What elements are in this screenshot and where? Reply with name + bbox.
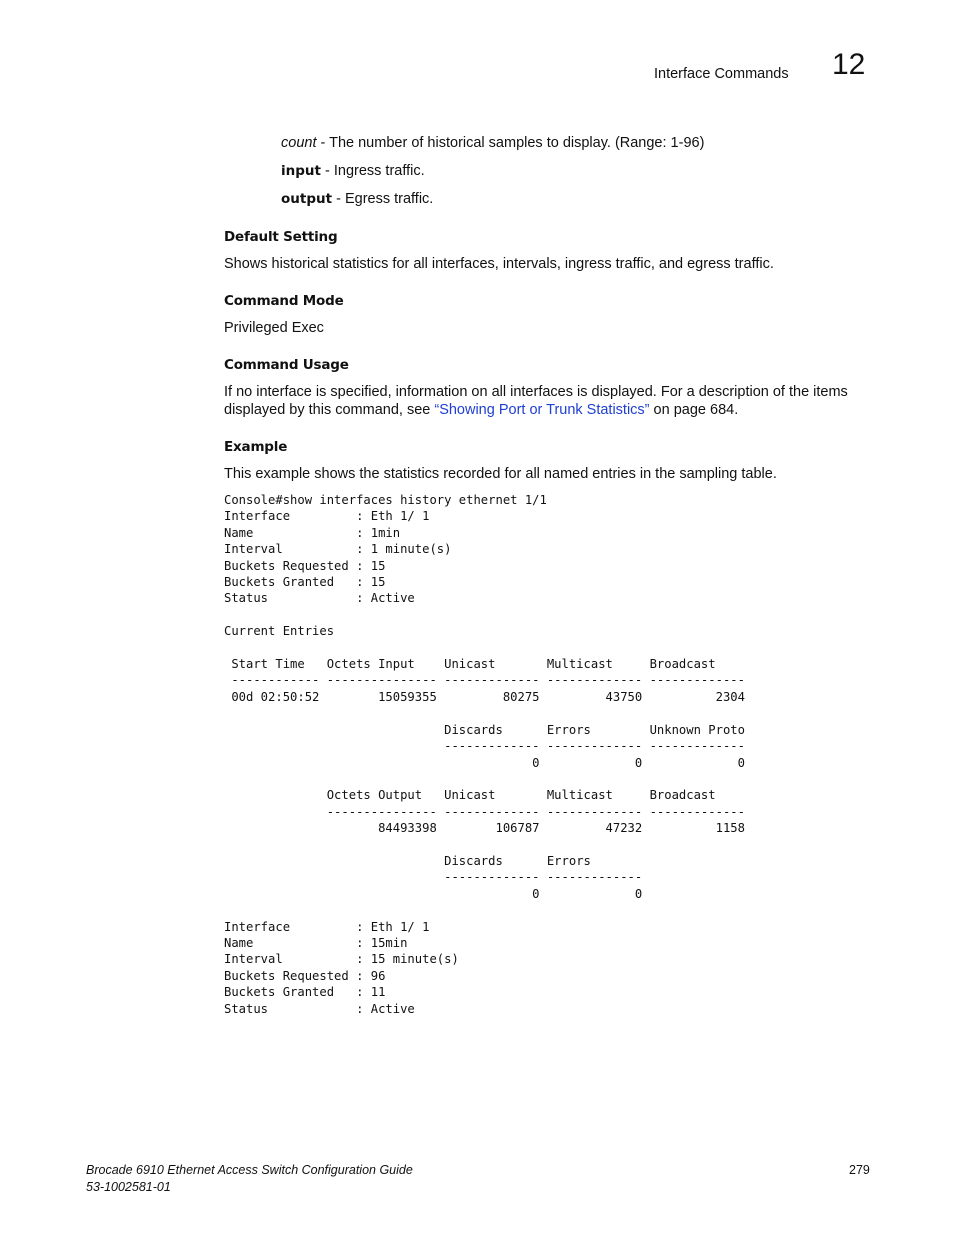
param-name: input: [281, 163, 321, 179]
section-title: Interface Commands: [654, 66, 789, 82]
parameter-list: [281, 134, 704, 218]
main-content: [224, 228, 874, 1017]
param-count: [281, 134, 704, 153]
param-name: count: [281, 135, 317, 151]
footer-doc-info: [86, 1162, 413, 1196]
statistics-link[interactable]: “Showing Port or Trunk Statistics”: [434, 402, 650, 418]
command-mode-text: Privileged Exec: [224, 320, 324, 336]
param-desc: - Egress traffic.: [332, 191, 434, 207]
usage-text-before: If no interface is specified, information on all interfaces is displayed. For a description of the items displayed by this command, see: [224, 384, 848, 418]
command-usage-text: [224, 383, 874, 419]
command-usage-heading: Command Usage: [224, 357, 349, 373]
footer-doc-title: Brocade 6910 Ethernet Access Switch Configuration Guide: [86, 1163, 413, 1177]
example-heading: Example: [224, 439, 288, 455]
default-setting-text: Shows historical statistics for all interfaces, intervals, ingress traffic, and egress traffic.: [224, 256, 774, 272]
param-desc: - Ingress traffic.: [320, 163, 425, 179]
example-code-block: Console#show interfaces history ethernet 1/1 Interface : Eth 1/ 1 Name : 1min Interval : 1 minute(s) Buckets Requested : 15 Buckets Granted : 15 Status : Active Current Entries Start Time Octets Input Unicast Multicast Broadcast ------------ --------------- ------------- ------------- ------------- 00d 02:50:52 15059355 80275 43750 2304 Discards Errors Unknown Proto ------------- ------------- ------------- 0 0 0 Octets Output Unicast Multicast Broadcast --------------- ------------- ------------- ------------- 84493398 106787 47232 1158 Discards Errors ------------- ------------- 0 0 Interface : Eth 1/ 1 Name : 15min Interval : 15 minute(s) Buckets Requested : 96 Buckets Granted : 11 Status : Active: [224, 493, 745, 1016]
chapter-number: 12: [832, 48, 866, 81]
param-name: output: [281, 191, 333, 207]
footer-doc-number: 53-1002581-01: [86, 1180, 171, 1194]
page-number: 279: [849, 1163, 870, 1177]
usage-text-after: on page 684.: [649, 402, 739, 418]
param-input: [281, 162, 704, 181]
default-setting-heading: Default Setting: [224, 229, 338, 245]
param-desc: - The number of historical samples to display. (Range: 1-96): [316, 135, 705, 151]
example-text: This example shows the statistics recorded for all named entries in the sampling table.: [224, 466, 777, 482]
param-output: [281, 190, 704, 209]
command-mode-heading: Command Mode: [224, 293, 344, 309]
